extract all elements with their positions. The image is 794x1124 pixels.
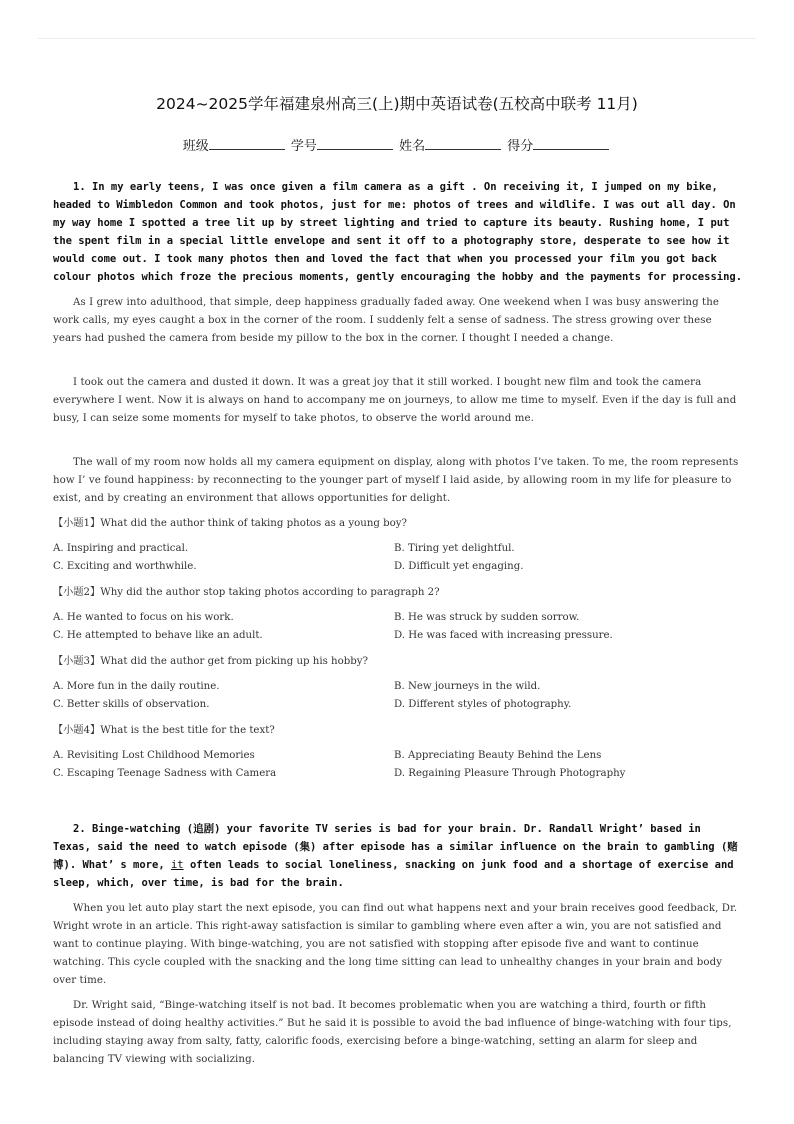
answer-options <box>53 540 743 576</box>
question-3 <box>53 653 743 714</box>
option-c[interactable]: C. He attempted to behave like an adult. <box>53 630 263 641</box>
answer-options <box>53 678 743 714</box>
option-d[interactable]: D. Different styles of photography. <box>394 699 572 710</box>
option-c[interactable]: C. Better skills of observation. <box>53 699 210 710</box>
top-divider <box>38 38 756 39</box>
answer-options <box>53 747 743 783</box>
passage2-intro-after: often leads to social loneliness, snacking on junk food and a shortage of exercise and sleep, which, over time, is bad for the brain. <box>53 859 734 889</box>
question-stem: 【小题1】What did the author think of taking photos as a young boy? <box>53 518 408 529</box>
passage1-paragraph-3-block <box>53 454 743 508</box>
exam-title: 2024~2025学年福建泉州高三(上)期中英语试卷(五校高中联考 11月) <box>156 95 638 113</box>
passage2-intro-block <box>53 820 743 892</box>
option-d[interactable]: D. Regaining Pleasure Through Photography <box>394 768 626 779</box>
passage1-paragraph: I took out the camera and dusted it down. It was a great joy that it still worked. I bought new film and took the camera everywhere I went. Now it is always on hand to accompany me on journeys, to allow me time to myself. Even if the day is full and busy, I can seize some moments for myself to take photos, to observe the world around me. <box>53 377 737 424</box>
option-c[interactable]: C. Exciting and worthwhile. <box>53 561 197 572</box>
question-stem: 【小题2】Why did the author stop taking photos according to paragraph 2? <box>53 587 440 598</box>
option-b[interactable]: B. Appreciating Beauty Behind the Lens <box>394 750 602 761</box>
passage1-paragraph-1-block <box>53 294 743 348</box>
class-label: 班级 <box>182 139 209 154</box>
passage1-paragraph-2-block <box>53 374 743 428</box>
option-d[interactable]: D. He was faced with increasing pressure. <box>394 630 613 641</box>
student-id-blank[interactable] <box>317 137 393 150</box>
option-a[interactable]: A. More fun in the daily routine. <box>53 681 220 692</box>
question-stem: 【小题3】What did the author get from picking up his hobby? <box>53 656 369 667</box>
question-2 <box>53 584 743 645</box>
option-b[interactable]: B. New journeys in the wild. <box>394 681 541 692</box>
passage2-paragraph: Dr. Wright said, “Binge-watching itself is not bad. It becomes problematic when you are watching a third, fourth or fifth episode instead of doing healthy activities.” But he said it is possible to avoid the bad influence of binge-watching with four tips, including staying away from salty, fatty, calorific foods, exercising before a binge-watching, setting an alarm for sleep and balancing TV viewing with socializing. <box>53 1000 732 1065</box>
passage2-paragraph-2-block <box>53 997 743 1069</box>
question-1 <box>53 515 743 576</box>
passage2-intro-before: 2. Binge-watching (追剧) your favorite TV series is bad for your brain. Dr. Randall Wright’ based in Texas, said the need to watch episode (集) after episode has a similar influence on the brain to gambling (赌博). What’ s more, <box>53 823 738 871</box>
student-info-fields <box>0 135 794 154</box>
question-stem: 【小题4】What is the best title for the text? <box>53 725 275 736</box>
passage2-underlined-word: it <box>170 859 184 871</box>
class-blank[interactable] <box>209 137 285 150</box>
passage1-paragraph: As I grew into adulthood, that simple, deep happiness gradually faded away. One weekend when I was busy answering the work calls, my eyes caught a box in the corner of the room. I suddenly felt a sense of sadness. The stress growing over these years had pushed the camera from beside my pillow to the box in the corner. I thought I needed a change. <box>53 297 720 344</box>
option-a[interactable]: A. He wanted to focus on his work. <box>53 612 234 623</box>
passage1-intro-block <box>53 178 743 286</box>
option-c[interactable]: C. Escaping Teenage Sadness with Camera <box>53 768 277 779</box>
option-b[interactable]: B. He was struck by sudden sorrow. <box>394 612 580 623</box>
passage2-paragraph: When you let auto play start the next episode, you can find out what happens next and your brain receives good feedback, Dr. Wright wrote in an article. This right-away satisfaction is similar to gambling where even after a win, you are not satisfied and want to continue playing. With binge-watching, you are not satisfied with stopping after episode five and want to continue watching. This cycle coupled with the snacking and the long time sitting can lead to unhealthy changes in your brain and body over time. <box>53 903 738 986</box>
option-a[interactable]: A. Revisiting Lost Childhood Memories <box>53 750 255 761</box>
option-b[interactable]: B. Tiring yet delightful. <box>394 543 515 554</box>
answer-options <box>53 609 743 645</box>
name-blank[interactable] <box>425 137 501 150</box>
name-label: 姓名 <box>399 139 426 154</box>
option-d[interactable]: D. Difficult yet engaging. <box>394 561 524 572</box>
score-label: 得分 <box>507 139 534 154</box>
score-blank[interactable] <box>533 137 609 150</box>
option-a[interactable]: A. Inspiring and practical. <box>53 543 189 554</box>
passage1-intro: 1. In my early teens, I was once given a film camera as a gift . On receiving it, I jumped on my bike, headed to Wimbledon Common and took photos, just for me: photos of trees and wildlife. I was out all day. On my way home I spotted a tree lit up by street lighting and tried to capture its beauty. Rushing home, I put the spent film in a special little envelope and sent it off to a photography store, desperate to see how it would come out. I took many photos then and loved the fact that when you processed your film you got back colour photos which froze the precious moments, gently encouraging the hobby and the payments for processing. <box>53 181 743 283</box>
student-id-label: 学号 <box>290 139 317 154</box>
passage2-intro <box>53 820 743 892</box>
passage1-paragraph: The wall of my room now holds all my camera equipment on display, along with photos I’ve taken. To me, the room represents how I’ ve found happiness: by reconnecting to the younger part of myself I laid aside, by allowing room in my life for pleasure to exist, and by creating an environment that allows opportunities for delight. <box>53 457 739 504</box>
passage2-paragraph-1-block <box>53 900 743 990</box>
question-4 <box>53 722 743 783</box>
